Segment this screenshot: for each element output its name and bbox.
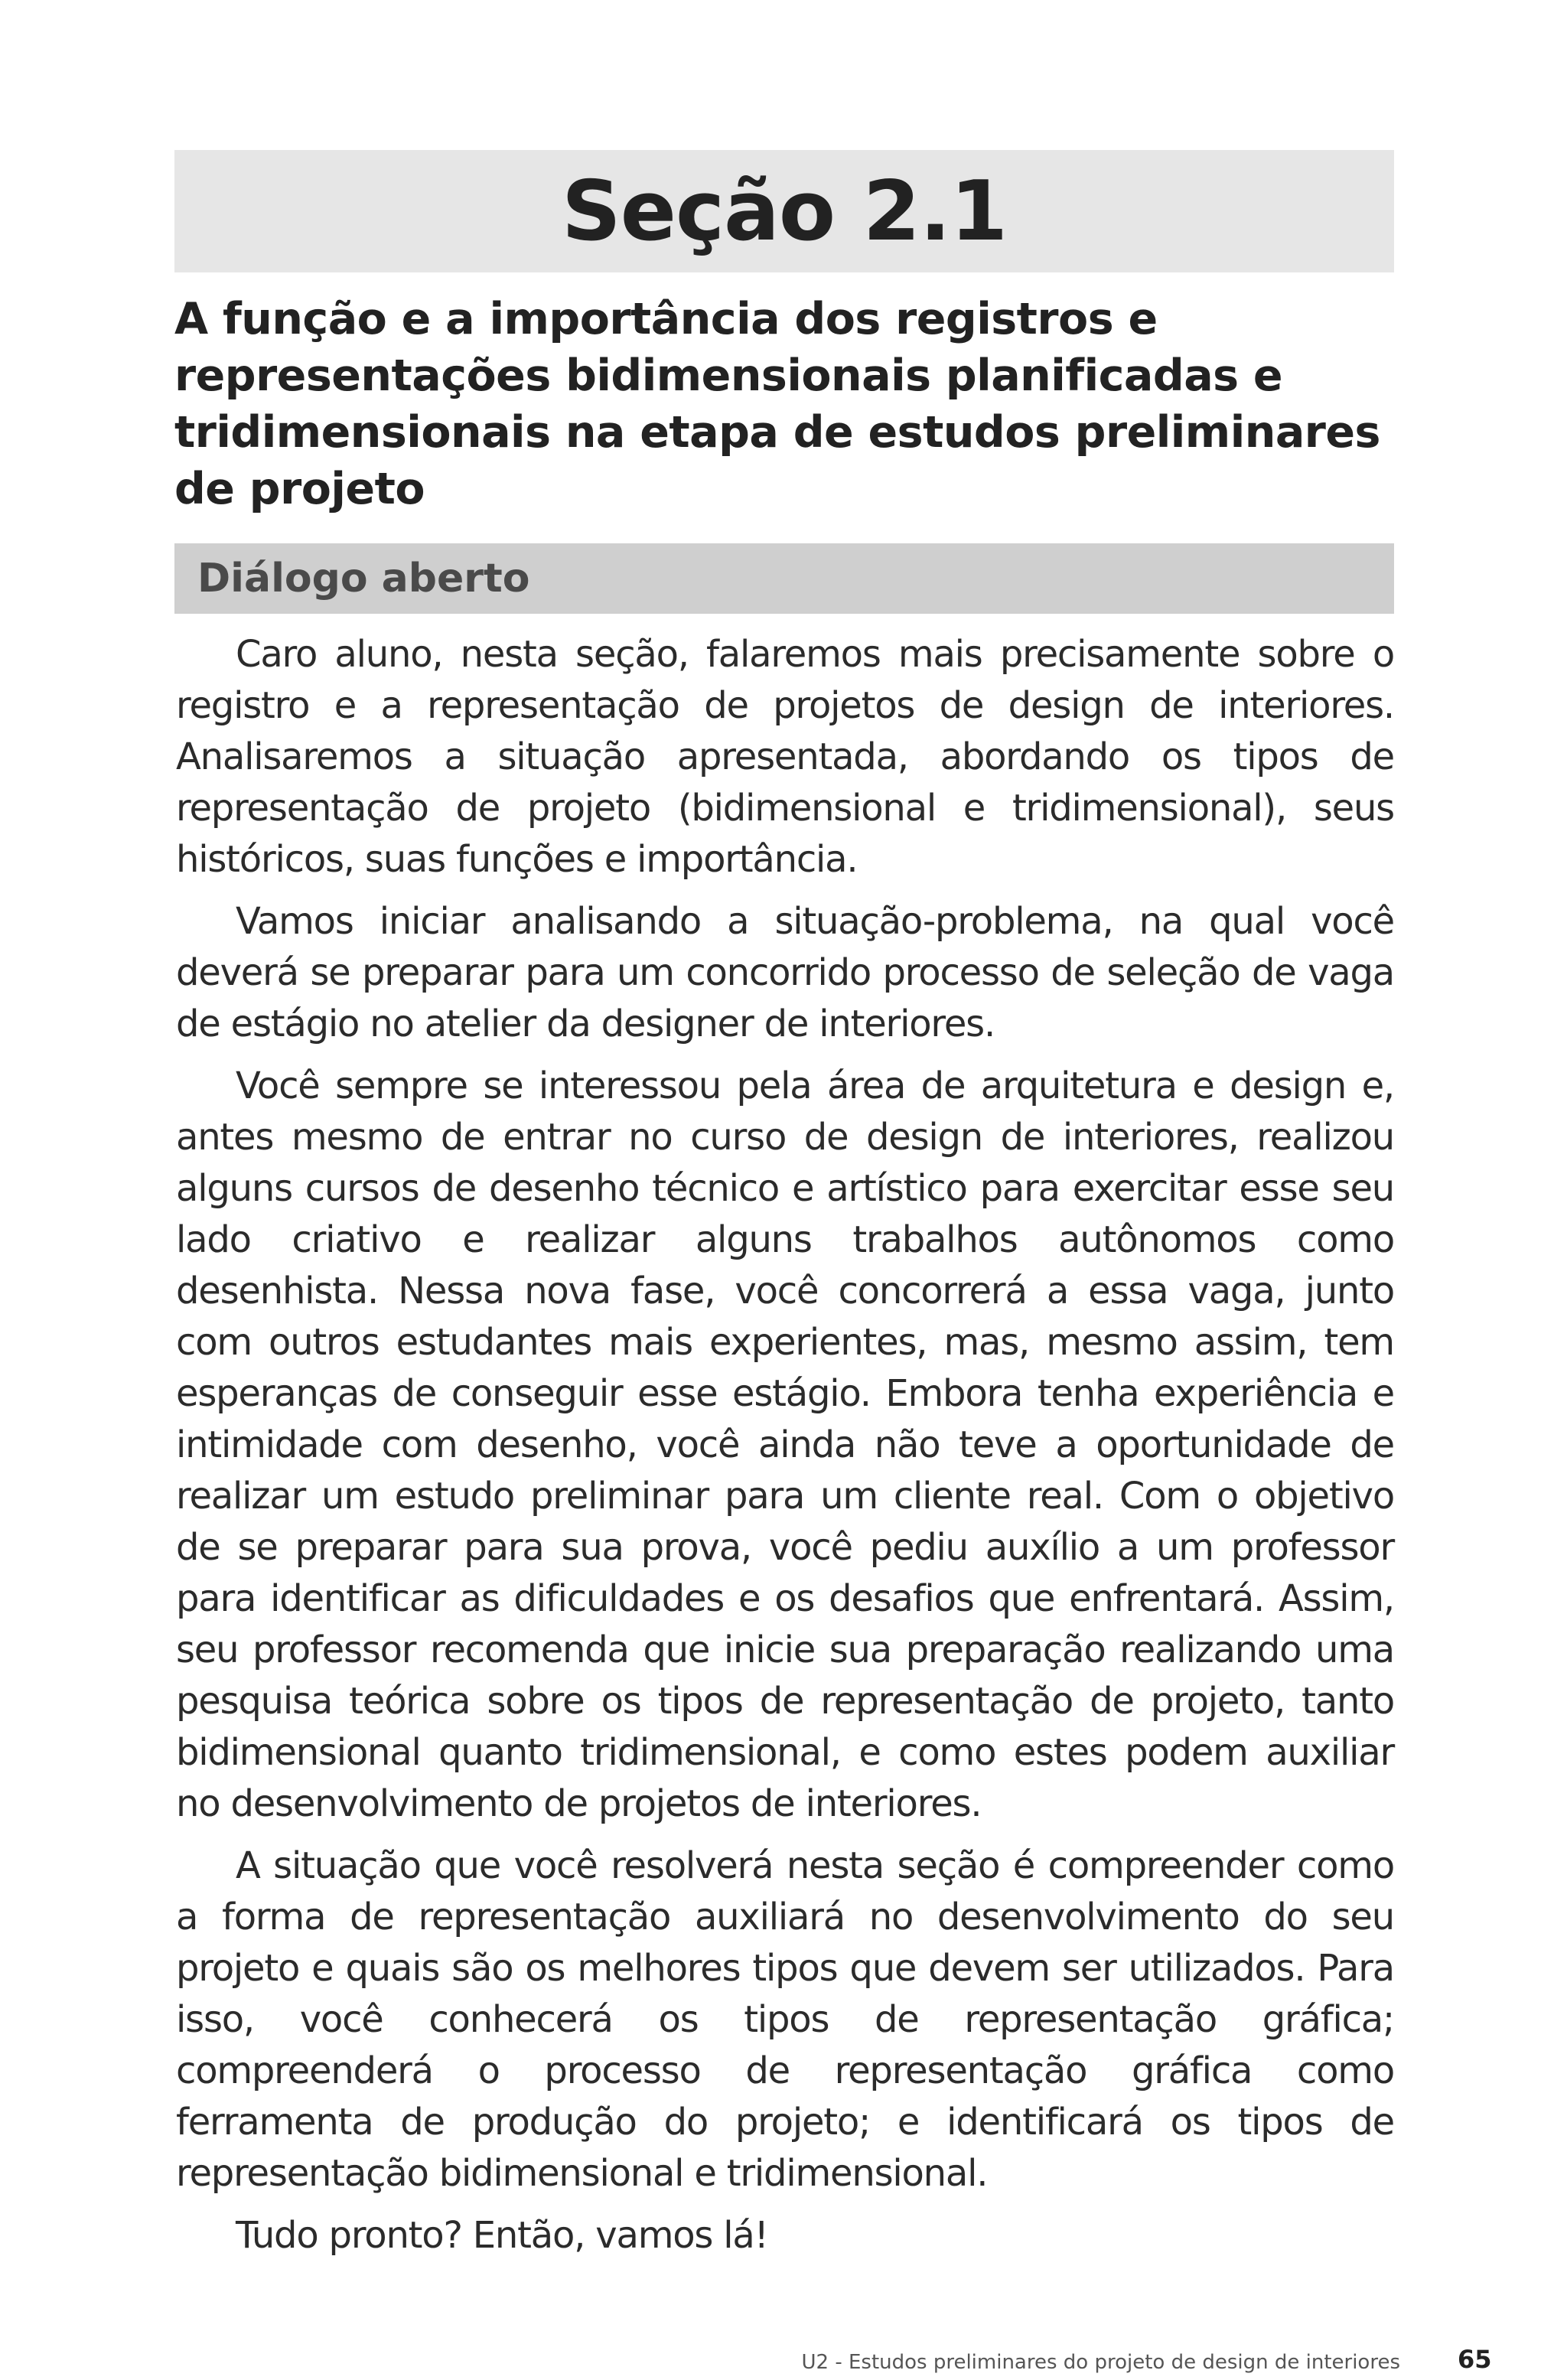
- paragraph: Tudo pronto? Então, vamos lá!: [236, 2214, 768, 2257]
- dialog-heading: Diálogo aberto: [197, 556, 530, 602]
- paragraph: Caro aluno, nesta seção, falaremos mais precisamente sobre o registro e a representação de projetos de design de interiores. Analisaremos a situação apresentada, abordando os tipos de representação de projeto (bidimensional e tridimensional), seus históricos, suas funções e importância.: [176, 633, 1394, 881]
- section-title: Seção 2.1: [561, 163, 1008, 259]
- paragraph: Você sempre se interessou pela área de arquitetura e design e, antes mesmo de entrar no curso de design de interiores, realizou alguns cursos de desenho técnico e artístico para exercitar esse seu lado criativo e realizar alguns trabalhos autônomos como desenhista. Nessa nova fase, você concorrerá a essa vaga, junto com outros estudantes mais experientes, mas, mesmo assim, tem esperanças de conseguir esse estágio. Embora tenha experiência e intimidade com desenho, você ainda não teve a oportunidade de realizar um estudo preliminar para um cliente real. Com o objetivo de se preparar para sua prova, você pediu auxílio a um professor para identificar as dificuldades e os desafios que enfrentará. Assim, seu professor recomenda que inicie sua preparação realizando uma pesquisa teórica sobre os tipos de representação de projeto, tanto bidimensional quanto tridimensional, e como estes podem auxiliar no desenvolvimento de projetos de interiores.: [176, 1064, 1394, 1825]
- section-header-band: [174, 150, 1394, 272]
- footer-caption: U2 - Estudos preliminares do projeto de design de interiores: [801, 2351, 1400, 2374]
- dialog-header-band: [174, 543, 1394, 614]
- paragraph: Vamos iniciar analisando a situação-problema, na qual você deverá se preparar para um concorrido processo de seleção de vaga de estágio no atelier da designer de interiores.: [176, 900, 1394, 1045]
- paragraph: A situação que você resolverá nesta seção é compreender como a forma de representação auxiliará no desenvolvimento do seu projeto e quais são os melhores tipos que devem ser utilizados. Para isso, você conhecerá os tipos de representação gráfica; compreenderá o processo de representação gráfica como ferramenta de produção do projeto; e identificará os tipos de representação bidimensional e tridimensional.: [176, 1844, 1394, 2195]
- chapter-title: A função e a importância dos registros e representações bidimensionais planificadas e tridimensionais na etapa de estudos preliminares de projeto: [174, 294, 1380, 514]
- body-text: [176, 629, 1394, 2272]
- page-number: 65: [1458, 2345, 1492, 2374]
